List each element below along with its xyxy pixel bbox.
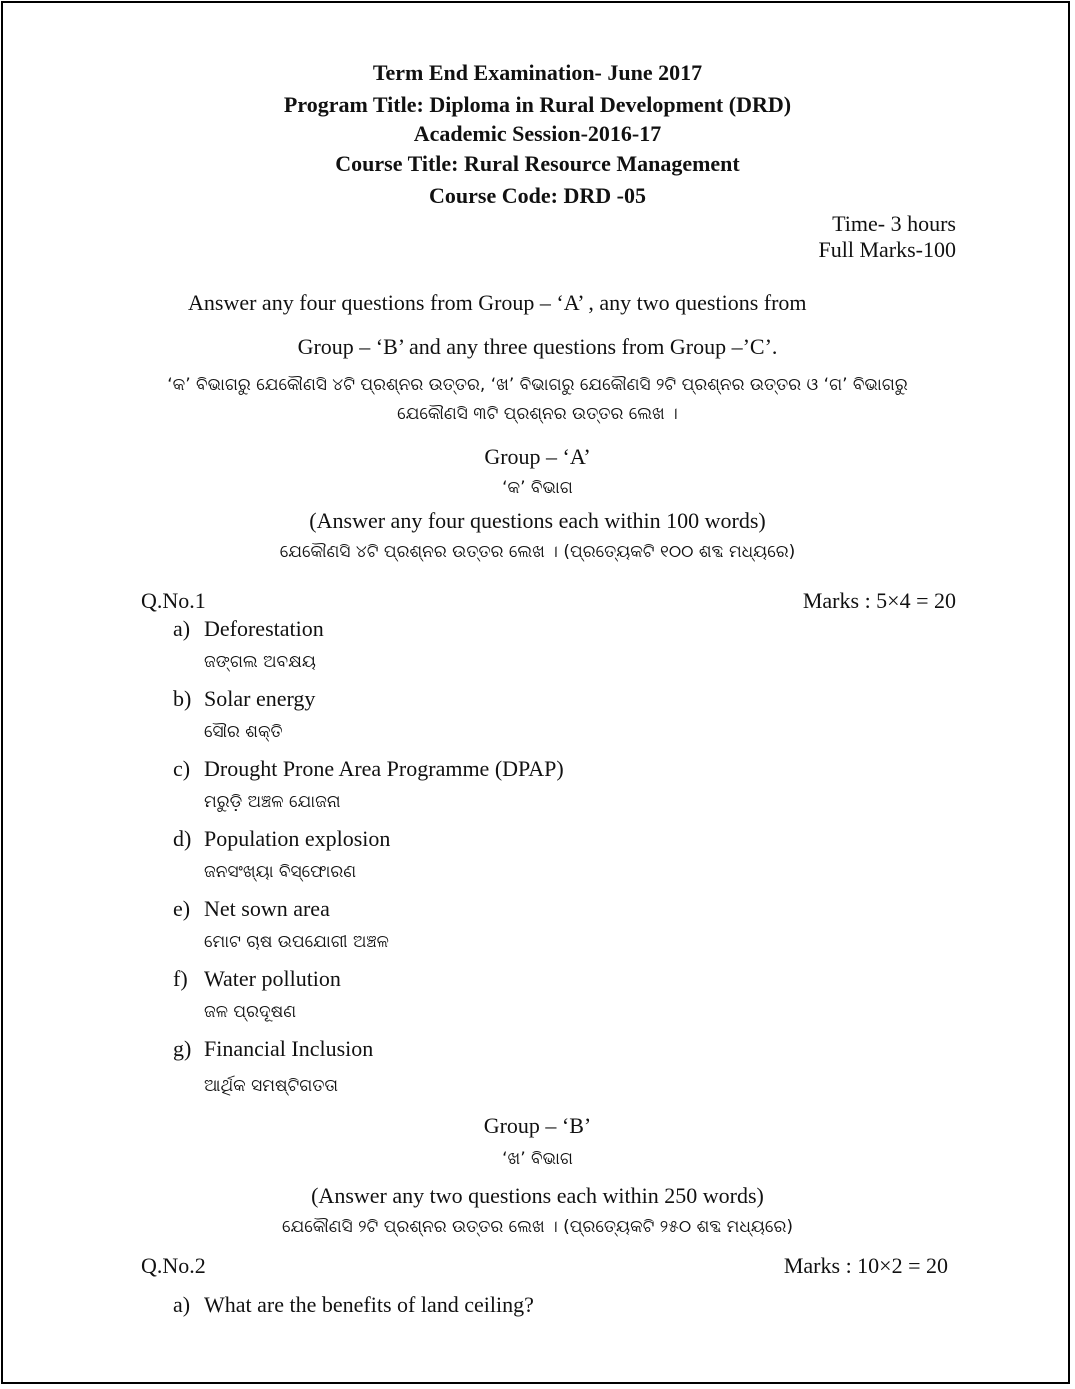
course-code: Course Code: DRD -05	[429, 183, 646, 208]
question-1-marks: Marks : 5×4 = 20	[802, 588, 956, 613]
group-a-instruction: (Answer any four questions each within 100 words)	[309, 508, 766, 533]
item-text-od: ମରୁଡ଼ି ଅଞ୍ଚଳ ଯୋଜନା	[204, 792, 341, 812]
exam-paper-page	[1, 1, 1070, 1384]
item-label: a)	[173, 1292, 191, 1317]
instruction-en-line2: Group – ‘B’ and any three questions from Group –’C’.	[297, 334, 778, 359]
group-b-title-od: ‘ଖ’ ବିଭାଗ	[502, 1149, 573, 1169]
item-label: c)	[173, 756, 191, 781]
exam-title: Term End Examination- June 2017	[372, 60, 703, 85]
instruction-od-line1: ‘କ’ ବିଭାଗରୁ ଯେକୌଣସି ୪ଟି ପ୍ରଶ୍ନର ଉତ୍ତର, ‘ଖ’ ବିଭାଗରୁ ଯେକୌଣସି ୨ଟି ପ୍ରଶ୍ନର ଉତ୍ତର ଓ ‘ଗ’ ବିଭାଗରୁ	[167, 375, 908, 395]
item-label: b)	[173, 686, 192, 711]
item-text-od: ଜଙ୍ଗଲ ଅବକ୍ଷୟ	[204, 652, 316, 672]
item-text-en: Deforestation	[204, 616, 324, 641]
item-label: g)	[173, 1036, 192, 1061]
item-label: a)	[173, 616, 191, 641]
group-a-instruction-od: ଯେକୌଣସି ୪ଟି ପ୍ରଶ୍ନର ଉତ୍ତର ଲେଖ । (ପ୍ରତ୍ୟେକଟି ୧୦୦ ଶବ୍ଦ ମଧ୍ୟରେ)	[279, 542, 796, 562]
group-b-instruction-od: ଯେକୌଣସି ୨ଟି ପ୍ରଶ୍ନର ଉତ୍ତର ଲେଖ । (ପ୍ରତ୍ୟେକଟି ୨୫୦ ଶବ୍ଦ ମଧ୍ୟରେ)	[282, 1217, 793, 1237]
item-text-en: Population explosion	[204, 826, 391, 851]
group-b-title: Group – ‘B’	[483, 1113, 592, 1138]
group-b-instruction: (Answer any two questions each within 250 words)	[311, 1183, 764, 1208]
instruction-en-line1: Answer any four questions from Group – ‘A’ , any two questions from	[188, 290, 807, 315]
question-2-marks: Marks : 10×2 = 20	[783, 1253, 948, 1278]
item-text-en: Financial Inclusion	[204, 1036, 374, 1061]
full-marks: Full Marks-100	[818, 237, 956, 262]
item-label: d)	[173, 826, 192, 851]
item-text-od: ଜଳ ପ୍ରଦୂଷଣ	[204, 1002, 297, 1022]
question-number-1: Q.No.1	[141, 588, 206, 613]
course-title: Course Title: Rural Resource Management	[335, 151, 740, 176]
item-text-od: ଜନସଂଖ୍ୟା ବିସ୍ଫୋରଣ	[204, 862, 357, 882]
item-text-en: What are the benefits of land ceiling?	[204, 1292, 534, 1317]
item-text-en: Solar energy	[204, 686, 316, 711]
item-label: f)	[173, 966, 188, 991]
group-a-title: Group – ‘A’	[484, 444, 591, 469]
item-text-en: Drought Prone Area Programme (DPAP)	[204, 756, 564, 781]
academic-session: Academic Session-2016-17	[413, 121, 662, 146]
item-text-en: Net sown area	[204, 896, 330, 921]
group-a-title-od: ‘କ’ ବିଭାଗ	[502, 478, 573, 498]
program-title: Program Title: Diploma in Rural Development (DRD)	[283, 92, 792, 117]
item-text-od: ମୋଟ ଚାଷ ଉପଯୋଗୀ ଅଞ୍ଚଳ	[204, 932, 389, 952]
item-label: e)	[173, 896, 191, 921]
time-allowed: Time- 3 hours	[832, 211, 956, 236]
item-text-en: Water pollution	[204, 966, 341, 991]
item-text-od: ଆର୍ଥିକ ସମଷ୍ଟିଗତତା	[204, 1076, 338, 1096]
question-number-2: Q.No.2	[141, 1253, 206, 1278]
item-text-od: ସୌର ଶକ୍ତି	[204, 722, 283, 742]
instruction-od-line2: ଯେକୌଣସି ୩ଟି ପ୍ରଶ୍ନର ଉତ୍ତର ଲେଖ ।	[397, 404, 678, 424]
